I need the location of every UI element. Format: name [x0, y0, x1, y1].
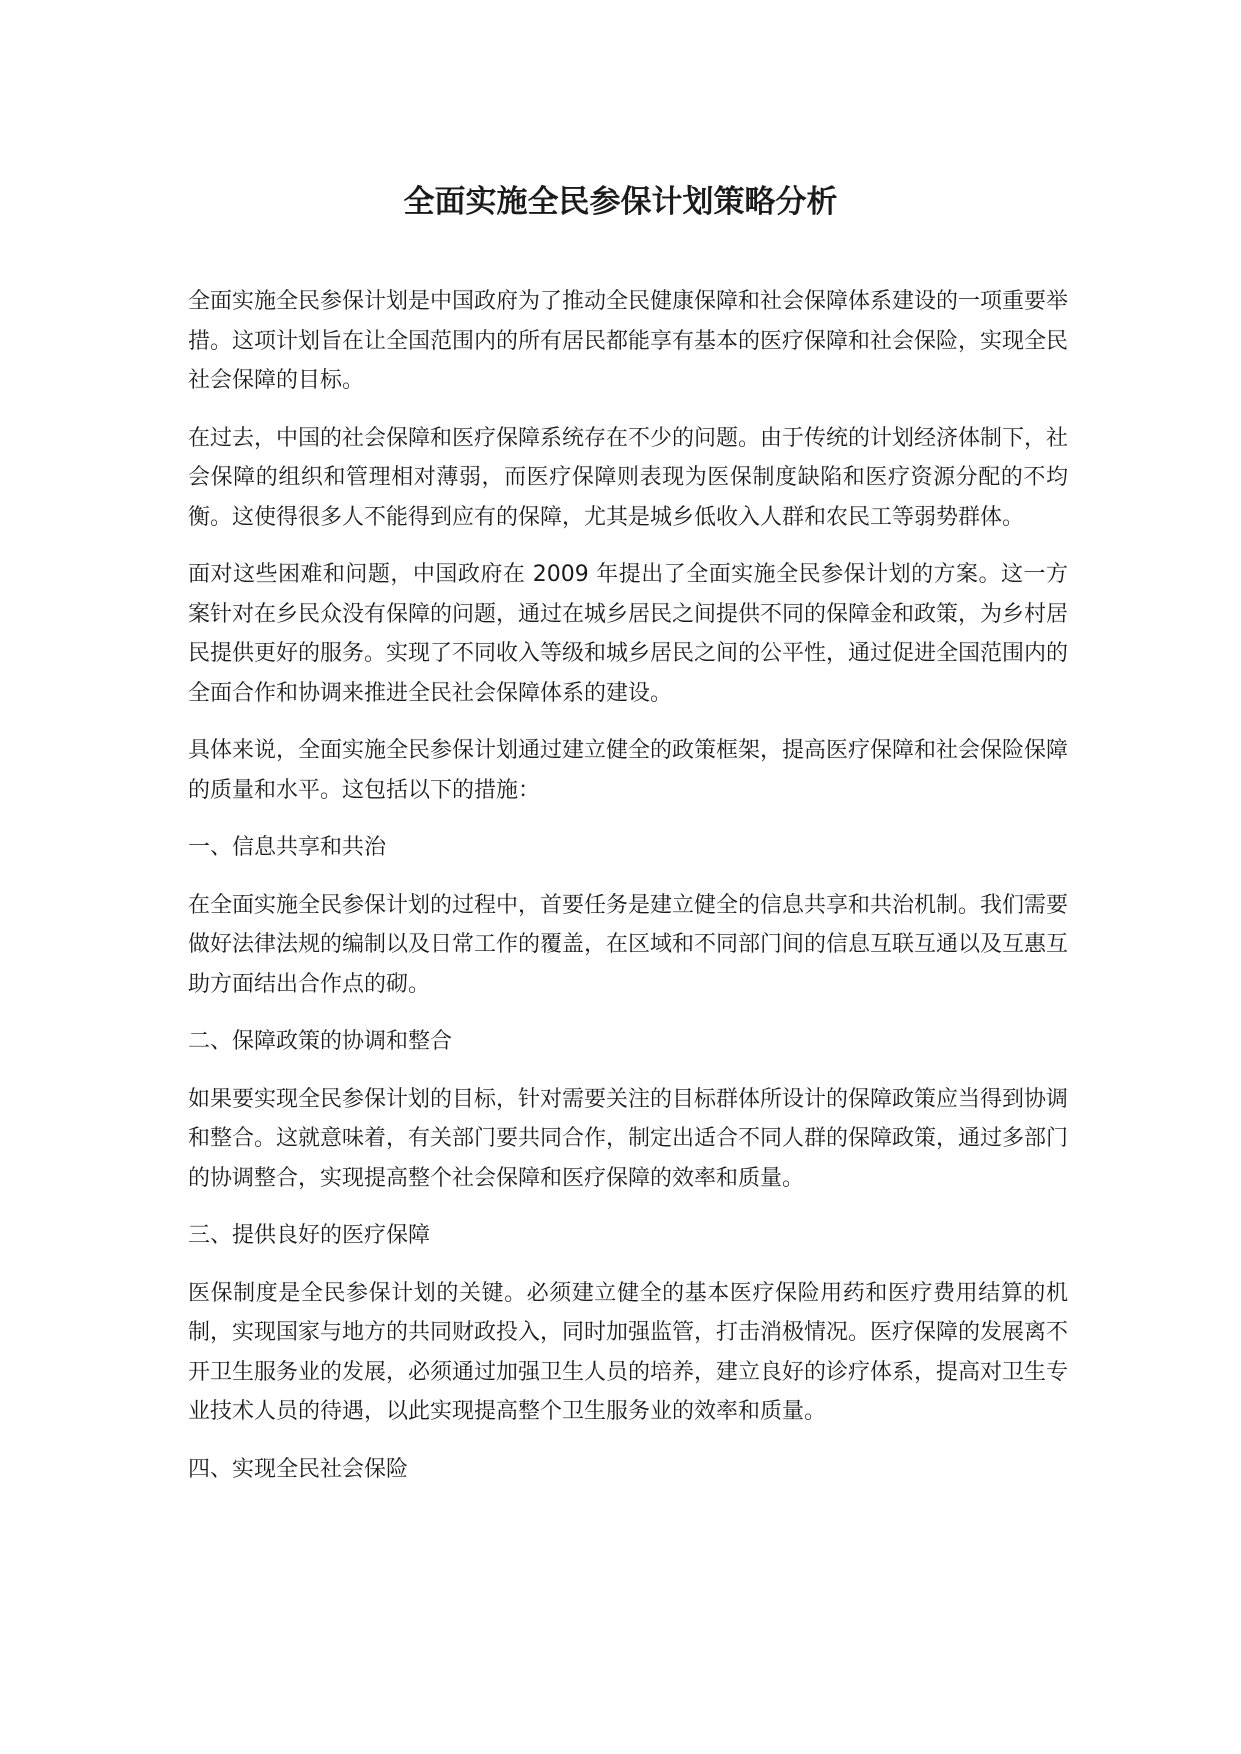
paragraph: 在过去，中国的社会保障和医疗保障系统存在不少的问题。由于传统的计划经济体制下，社会保障的组织和管理相对薄弱，而医疗保障则表现为医保制度缺陷和医疗资源分配的不均衡。这使得很多人不能得到应有的保障，尤其是城乡低收入人群和农民工等弱势群体。 [188, 425, 1069, 530]
document-title: 全面实施全民参保计划策略分析 [403, 184, 838, 220]
paragraph: 在全面实施全民参保计划的过程中，首要任务是建立健全的信息共享和共治机制。我们需要做好法律法规的编制以及日常工作的覆盖，在区域和不同部门间的信息互联互通以及互惠互助方面结出合作点的砌。 [188, 892, 1069, 997]
section-heading: 四、实现全民社会保险 [188, 1456, 409, 1482]
paragraph: 如果要实现全民参保计划的目标，针对需要关注的目标群体所设计的保障政策应当得到协调和整合。这就意味着，有关部门要共同合作，制定出适合不同人群的保障政策，通过多部门的协调整合，实现提高整个社会保障和医疗保障的效率和质量。 [188, 1086, 1069, 1191]
section-heading: 二、保障政策的协调和整合 [188, 1029, 453, 1054]
paragraph: 面对这些困难和问题，中国政府在 2009 年提出了全面实施全民参保计划的方案。这一方案针对在乡民众没有保障的问题，通过在城乡居民之间提供不同的保障金和政策，为乡村居民提供更好的服务。实现了不同收入等级和城乡居民之间的公平性，通过促进全国范围内的全面合作和协调来推进全民社会保障体系的建设。 [188, 562, 1069, 706]
section-heading: 一、信息共享和共治 [188, 835, 387, 860]
paragraph: 医保制度是全民参保计划的关键。必须建立健全的基本医疗保险用药和医疗费用结算的机制，实现国家与地方的共同财政投入，同时加强监管，打击消极情况。医疗保障的发展离不开卫生服务业的发展，必须通过加强卫生人员的培养，建立良好的诊疗体系，提高对卫生专业技术人员的待遇，以此实现提高整个卫生服务业的效率和质量。 [188, 1280, 1069, 1424]
section-heading: 三、提供良好的医疗保障 [188, 1223, 431, 1248]
document-body [188, 282, 1068, 1507]
paragraph: 全面实施全民参保计划是中国政府为了推动全民健康保障和社会保障体系建设的一项重要举措。这项计划旨在让全国范围内的所有居民都能享有基本的医疗保障和社会保险，实现全民社会保障的目标。 [188, 289, 1069, 393]
paragraph: 具体来说，全面实施全民参保计划通过建立健全的政策框架，提高医疗保障和社会保险保障的质量和水平。这包括以下的措施： [188, 738, 1069, 803]
